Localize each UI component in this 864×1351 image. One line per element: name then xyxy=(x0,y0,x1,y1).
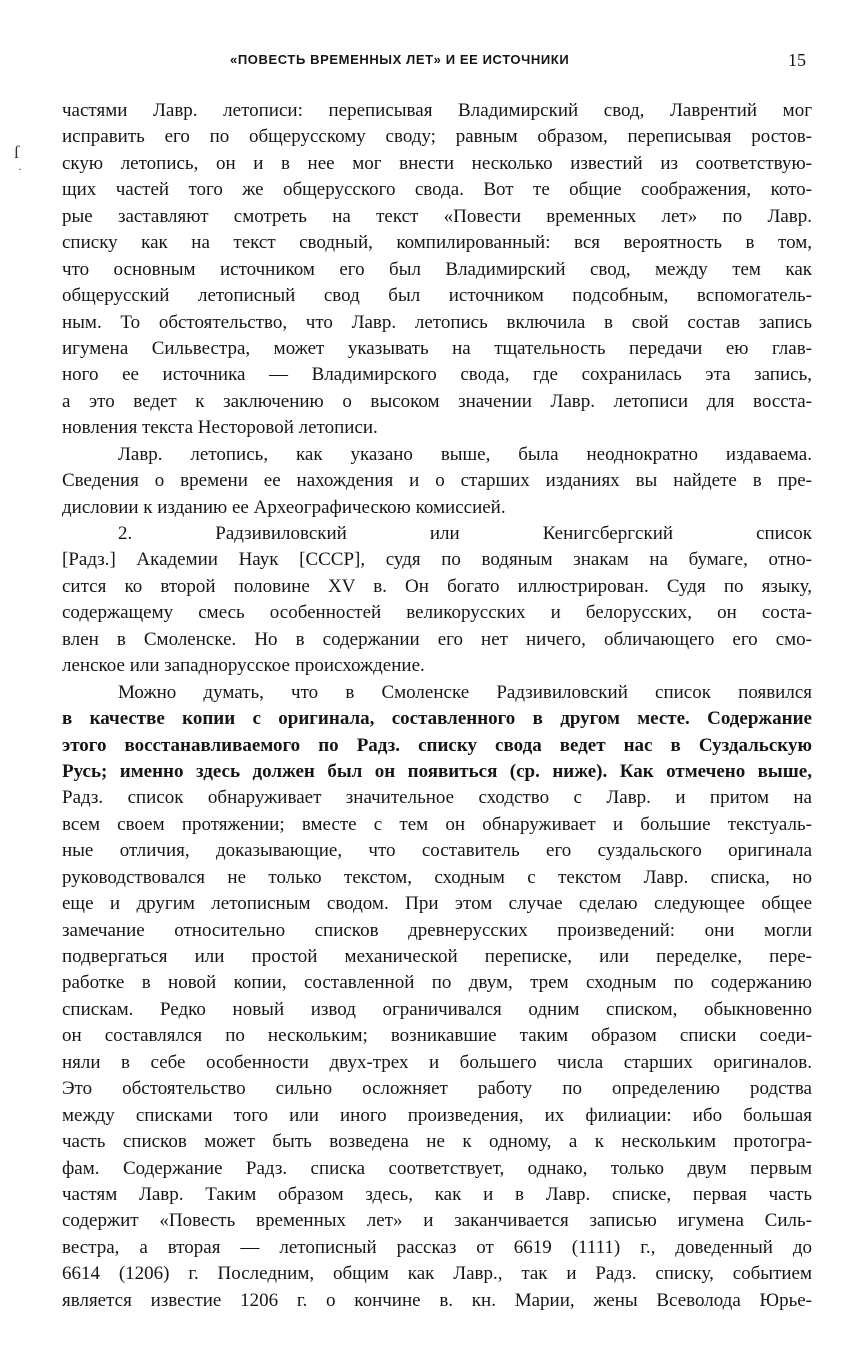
text-line-9: ным. То обстоятельство, что Лавр. летопись включила в свой состав запись xyxy=(62,311,812,333)
text-line-28: всем своем протяжении; вместе с тем он обнаруживает и большие текстуаль- xyxy=(62,813,812,835)
text-line-35: спискам. Редко новый извод ограничивался одним списком, обыкновенно xyxy=(62,998,812,1020)
text-line-16: дисловии к изданию ее Археографическою комиссией. xyxy=(62,496,506,518)
text-line-17: 2. Радзивиловский или Кенигсбергский список xyxy=(118,523,812,544)
text-line-3: скую летопись, он и в нее мог внести несколько известий из соответствую- xyxy=(62,152,812,174)
text-line-22: ленское или западнорусское происхождение. xyxy=(62,655,425,677)
text-line-38: Это обстоятельство сильно осложняет работу по определению родства xyxy=(62,1078,812,1100)
text-line-6: списку как на текст сводный, компилированный: вся вероятность в том, xyxy=(62,232,812,254)
margin-dot: · xyxy=(18,162,22,176)
text-line-42: частям Лавр. Таким образом здесь, как и в Лавр. списке, первая часть xyxy=(62,1183,812,1205)
text-line-25: этого восстанавливаемого по Радз. списку свода ведет нас в Суздальскую xyxy=(62,734,812,756)
text-line-8: общерусский летописный свод был источником подсобным, вспомогатель- xyxy=(62,285,812,307)
text-line-12: а это ведет к заключению о высоком значении Лавр. летописи для восста- xyxy=(62,390,812,412)
text-line-14: Лавр. летопись, как указано выше, была неоднократно издаваема. xyxy=(118,443,812,465)
text-line-4: щих частей того же общерусского свода. Вот те общие соображения, кото- xyxy=(62,179,812,201)
text-line-1: частями Лавр. летописи: переписывая Владимирский свод, Лаврентий мог xyxy=(62,100,812,121)
text-line-33: подвергаться или простой механической переписке, или переделке, пере- xyxy=(62,946,812,967)
text-line-36: он составлялся по нескольким; возникавшие таким образом списки соеди- xyxy=(62,1025,812,1047)
text-line-29: ные отличия, доказывающие, что составитель его суздальского оригинала xyxy=(62,840,812,862)
text-line-26: Русь; именно здесь должен был он появиться (ср. ниже). Как отмечено выше, xyxy=(62,760,812,782)
text-line-2: исправить его по общерусскому своду; равным образом, переписывая ростов- xyxy=(62,126,812,148)
text-line-45: 6614 (1206) г. Последним, общим как Лавр., так и Радз. списку, событием xyxy=(62,1263,812,1285)
text-line-34: работке в новой копии, составленной по двум, трем сходным по содержанию xyxy=(62,972,812,994)
text-line-37: няли в себе особенности двух-трех и большего числа старших оригиналов. xyxy=(62,1051,812,1073)
running-title: «ПОВЕСТЬ ВРЕМЕННЫХ ЛЕТ» И ЕЕ ИСТОЧНИКИ xyxy=(230,52,570,67)
text-line-41: фам. Содержание Радз. списка соответствует, однако, только двум первым xyxy=(62,1157,812,1179)
text-line-46: является известие 1206 г. о кончине в. кн. Марии, жены Всеволода Юрье- xyxy=(62,1289,812,1311)
text-line-19: сится ко второй половине XV в. Он богато иллюстрирован. Судя по языку, xyxy=(62,575,812,597)
text-line-11: ного ее источника — Владимирского свода, где сохранилась эта запись, xyxy=(62,364,812,386)
page-number: 15 xyxy=(788,50,806,70)
text-line-24: в качестве копии с оригинала, составленного в другом месте. Содержание xyxy=(62,708,812,730)
text-line-20: содержащему смесь особенностей великорусских и белорусских, он соста- xyxy=(62,602,812,624)
text-line-7: что основным источником его был Владимирский свод, между тем как xyxy=(62,258,812,280)
text-line-40: часть списков может быть возведена не к одному, а к нескольким протогра- xyxy=(62,1131,812,1153)
text-line-15: Сведения о времени ее нахождения и о старших изданиях вы найдете в пре- xyxy=(62,470,812,492)
body-text xyxy=(62,98,812,1314)
text-line-27: Радз. список обнаруживает значительное сходство с Лавр. и притом на xyxy=(62,787,812,809)
text-line-13: новления текста Несторовой летописи. xyxy=(62,417,378,439)
text-line-21: влен в Смоленске. Но в содержании его нет ничего, обличающего его смо- xyxy=(62,628,812,650)
text-line-5: рые заставляют смотреть на текст «Повести временных лет» по Лавр. xyxy=(62,205,812,227)
text-line-23: Можно думать, что в Смоленске Радзивиловский список появился xyxy=(118,681,812,703)
text-line-31: еще и другим летописным сводом. При этом случае сделаю следующее общее xyxy=(62,893,812,915)
text-line-32: замечание относительно списков древнерусских произведений: они могли xyxy=(62,919,812,941)
text-line-39: между списками того или иного произведения, их филиации: ибо большая xyxy=(62,1104,812,1126)
text-line-30: руководствовался не только текстом, сходным с текстом Лавр. списка, но xyxy=(62,866,812,888)
text-line-43: содержит «Повесть временных лет» и заканчивается записью игумена Силь- xyxy=(62,1210,812,1232)
text-line-10: игумена Сильвестра, может указывать на тщательность передачи ею глав- xyxy=(62,337,812,359)
text-line-44: вестра, а вторая — летописный рассказ от 6619 (1111) г., доведенный до xyxy=(62,1236,812,1258)
text-line-18: [Радз.] Академии Наук [СССР], судя по водяным знакам на бумаге, отно- xyxy=(62,549,812,571)
margin-mark: ſ xyxy=(14,142,20,162)
page-header xyxy=(60,52,812,76)
